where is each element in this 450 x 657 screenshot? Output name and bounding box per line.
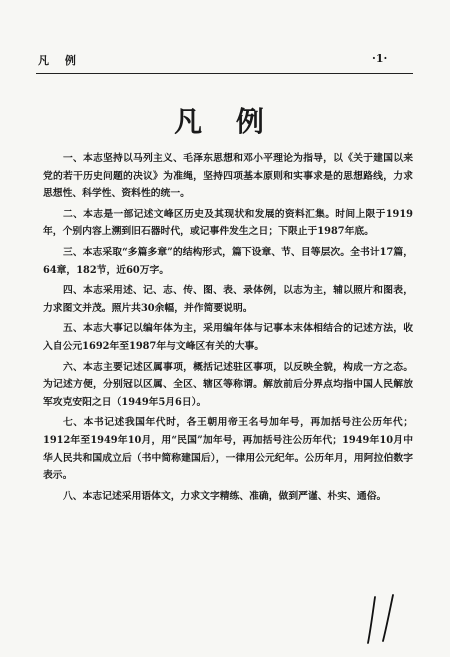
paragraph-8: 八、本志记述采用语体文，力求文字精练、准确，做到严谨、朴实、通俗。 — [63, 490, 387, 502]
paragraph-6: 六、本志主要记述区属事项，概括记述驻区事项，以反映全貌，构成一方之态。为记述方便，分别冠以区属、全区、辖区等称谓。解放前后分界点均指中国人民解放军攻克安阳之日（1949年5月6日）。 — [43, 361, 413, 408]
running-header-title: 凡 例 — [38, 54, 82, 67]
paragraph-2: 二、本志是一部记述文峰区历史及其现状和发展的资料汇集。时间上限于1919年，个别内容上溯到旧石器时代，或记事件发生之日；下限止于1987年底。 — [43, 208, 413, 238]
page-number: ·1· — [372, 52, 388, 65]
page-title: 凡 例 — [174, 105, 276, 138]
paragraph-7: 七、本书记述我国年代时，各王朝用帝王名号加年号，再加括号注公历年代；1912年至1949年10月，用“民国”加年号，再加括号注公历年代；1949年10月中华人民共和国成立后（书中简称建国后），一律用公元纪年。公历年月，用阿拉伯数字表示。 — [43, 417, 413, 482]
paragraph-1: 一、本志坚持以马列主义、毛泽东思想和邓小平理论为指导，以《关于建国以来党的若干历史问题的决议》为准绳，坚持四项基本原则和实事求是的思想路线，力求思想性、科学性、资料性的统一。 — [43, 153, 413, 200]
paragraph-4: 四、本志采用述、记、志、传、图、表、录体例，以志为主，辅以照片和图表，力求图文并茂。照片共30余幅，并作简要说明。 — [43, 285, 413, 314]
header-rule — [36, 73, 413, 74]
handwritten-mark — [363, 593, 403, 645]
paragraph-5: 五、本志大事记以编年体为主，采用编年体与记事本末体相结合的记述方法，收入自公元1692年至1987年与文峰区有关的大事。 — [43, 323, 413, 352]
body-text — [43, 150, 413, 508]
paragraph-3: 三、本志采取“多篇多章”的结构形式，篇下设章、节、目等层次。全书计17篇，64章，182节，近60万字。 — [43, 246, 413, 276]
